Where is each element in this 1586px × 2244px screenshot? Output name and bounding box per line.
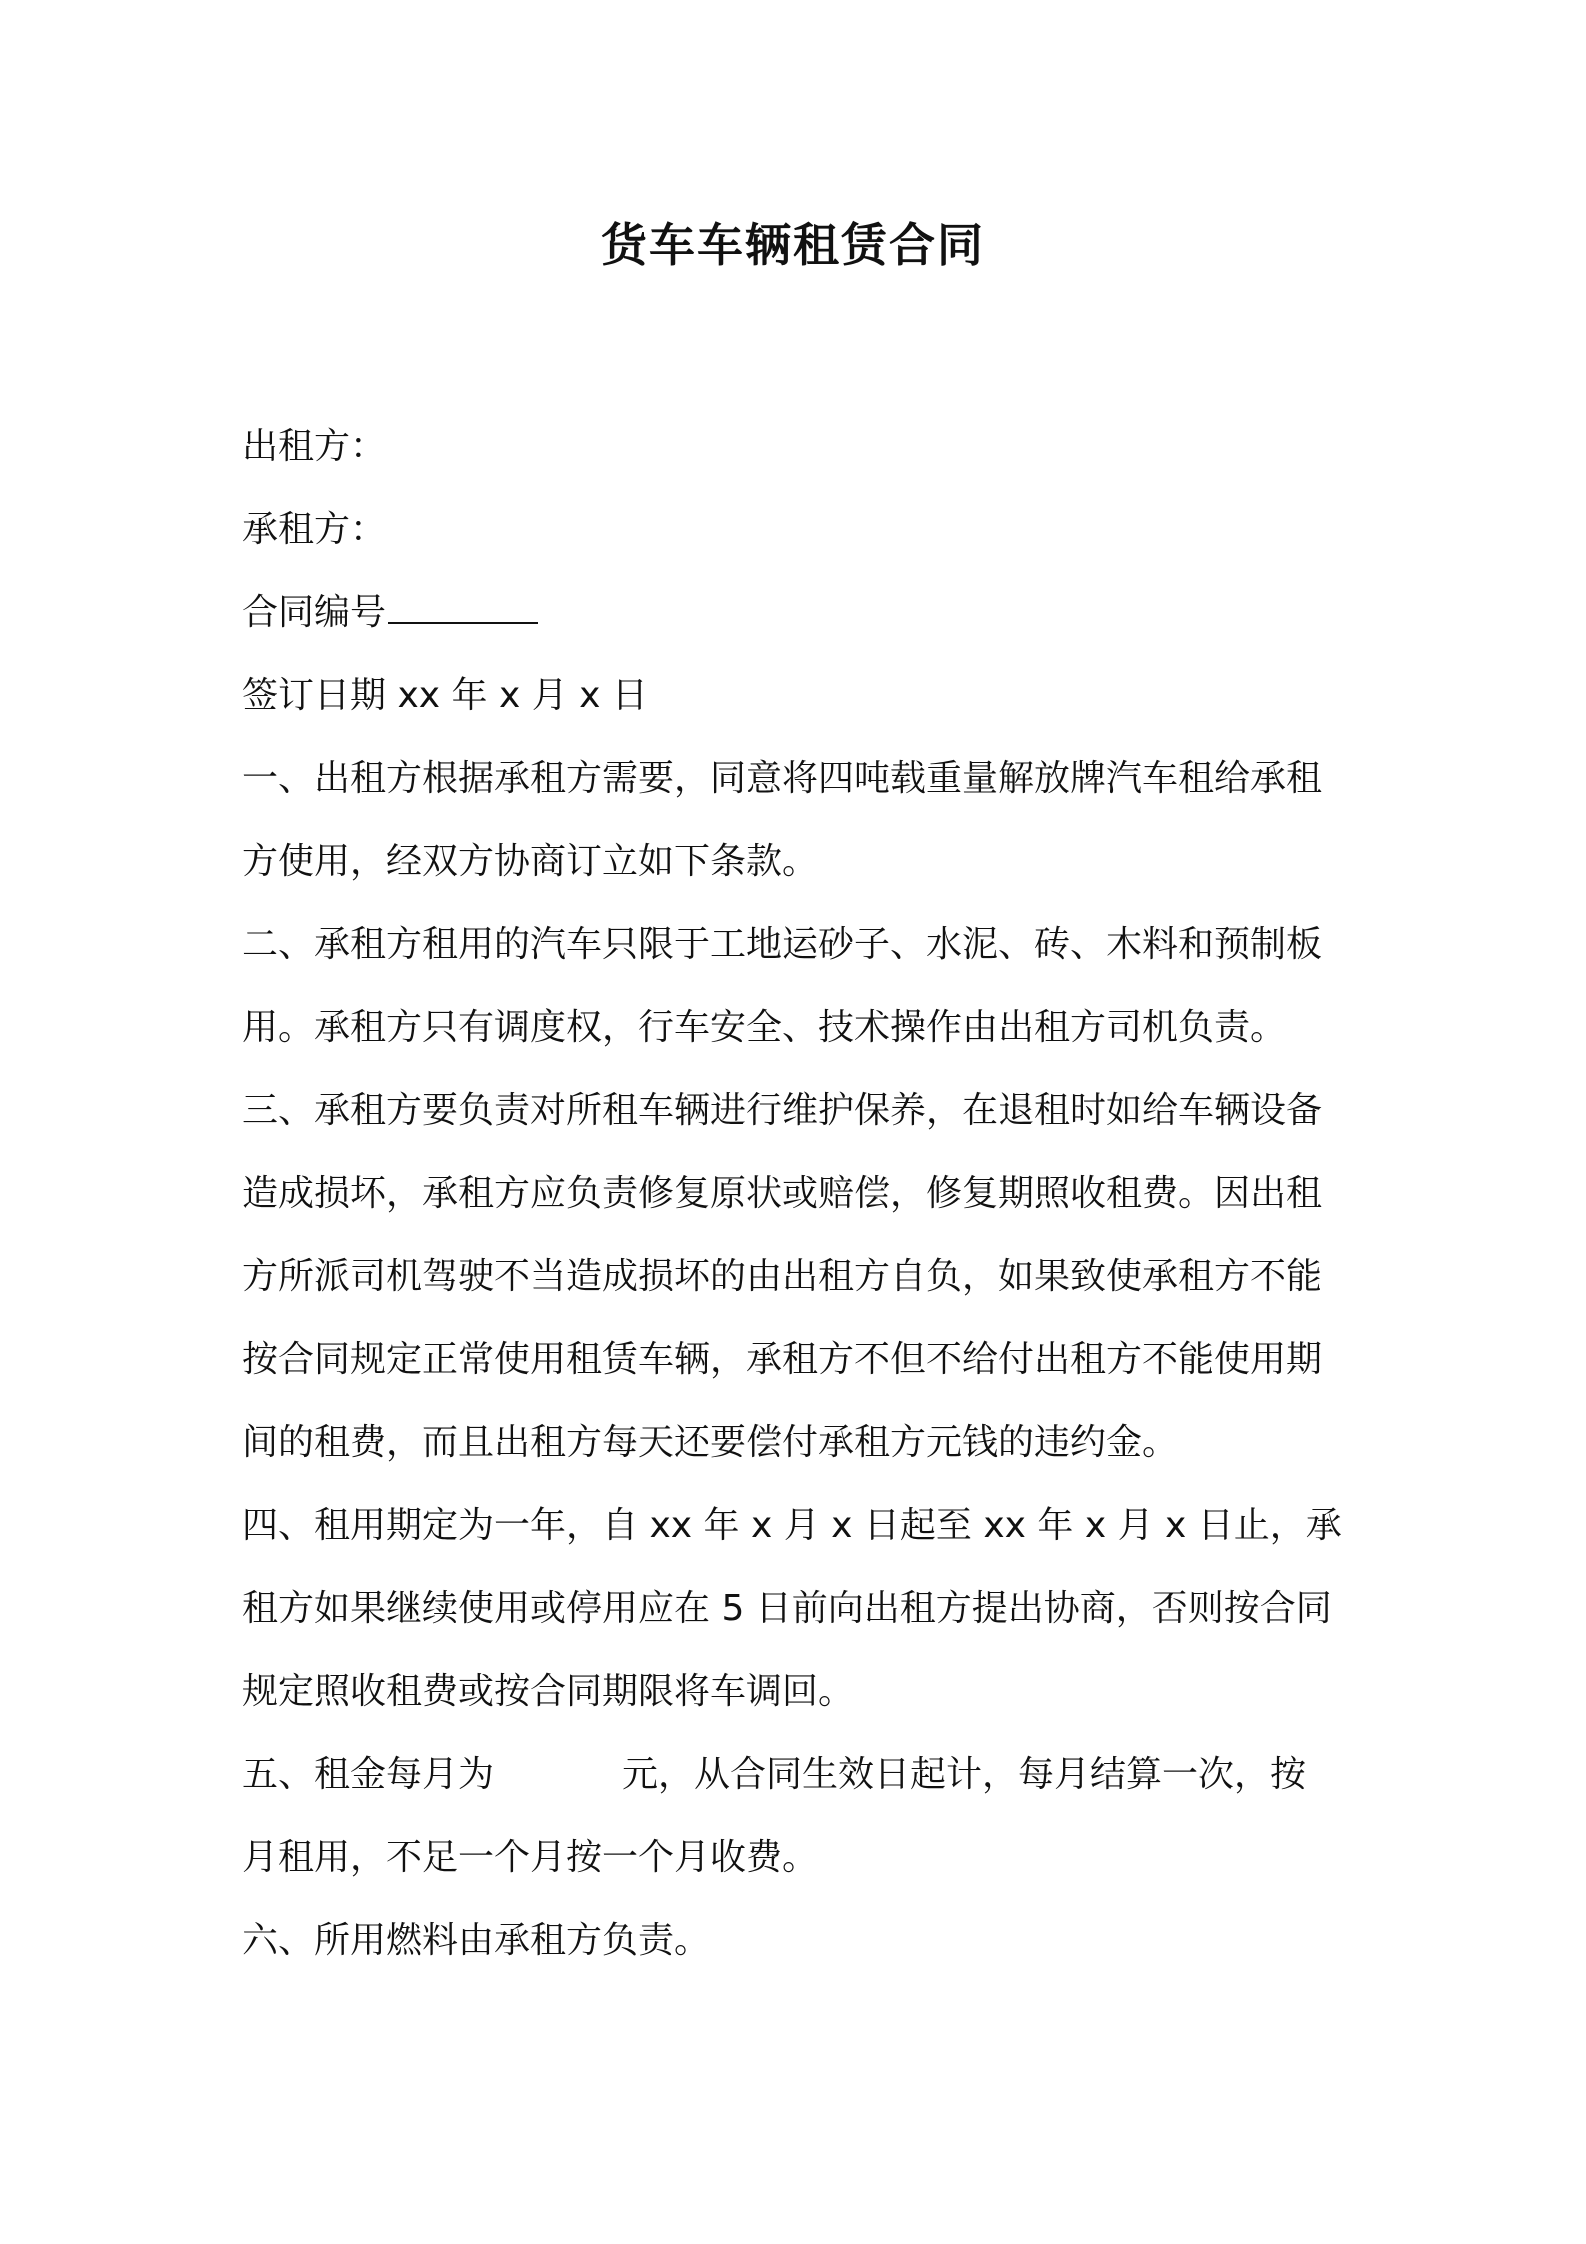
sign-date-field: 签订日期 xx 年 x 月 x 日 <box>242 675 648 716</box>
clause-4-line-3: 规定照收租费或按合同期限将车调回。 <box>242 1671 855 1712</box>
clause-5-line-2: 月租用，不足一个月按一个月收费。 <box>242 1837 819 1878</box>
clause-5-part-2: 元，从合同生效日起计，每月结算一次，按 <box>622 1754 1307 1795</box>
clause-3-line-1: 三、承租方要负责对所租车辆进行维护保养，在退租时如给车辆设备 <box>242 1090 1323 1131</box>
clause-1-line-2: 方使用，经双方协商订立如下条款。 <box>242 841 819 882</box>
clause-4-line-1: 四、租用期定为一年，自 xx 年 x 月 x 日起至 xx 年 x 月 x 日止，承 <box>242 1505 1342 1546</box>
clause-4-line-2: 租方如果继续使用或停用应在 5 日前向出租方提出协商，否则按合同 <box>242 1588 1332 1629</box>
lessor-field: 出租方： <box>242 426 387 467</box>
document-title: 货车车辆租赁合同 <box>601 218 985 272</box>
clause-2-line-1: 二、承租方租用的汽车只限于工地运砂子、水泥、砖、木料和预制板 <box>242 924 1323 965</box>
lessee-field: 承租方： <box>242 509 387 550</box>
contract-number-blank <box>388 578 538 624</box>
document-body <box>242 405 1362 1982</box>
clause-3-line-5: 间的租费，而且出租方每天还要偿付承租方元钱的违约金。 <box>242 1422 1179 1463</box>
clause-5-line-1 <box>242 1733 1362 1816</box>
clause-1-line-1: 一、出租方根据承租方需要，同意将四吨载重量解放牌汽车租给承租 <box>242 758 1323 799</box>
clause-6-line-1: 六、所用燃料由承租方负责。 <box>242 1920 711 1961</box>
contract-number-field <box>242 571 1362 654</box>
clause-2-line-2: 用。承租方只有调度权，行车安全、技术操作由出租方司机负责。 <box>242 1007 1287 1048</box>
contract-number-label: 合同编号 <box>242 592 387 633</box>
clause-3-line-2: 造成损坏，承租方应负责修复原状或赔偿，修复期照收租费。因出租 <box>242 1173 1323 1214</box>
clause-5-part-1: 五、租金每月为 <box>242 1754 495 1795</box>
clause-3-line-4: 按合同规定正常使用租赁车辆，承租方不但不给付出租方不能使用期 <box>242 1339 1323 1380</box>
clause-3-line-3: 方所派司机驾驶不当造成损坏的由出租方自负，如果致使承租方不能 <box>242 1256 1323 1297</box>
